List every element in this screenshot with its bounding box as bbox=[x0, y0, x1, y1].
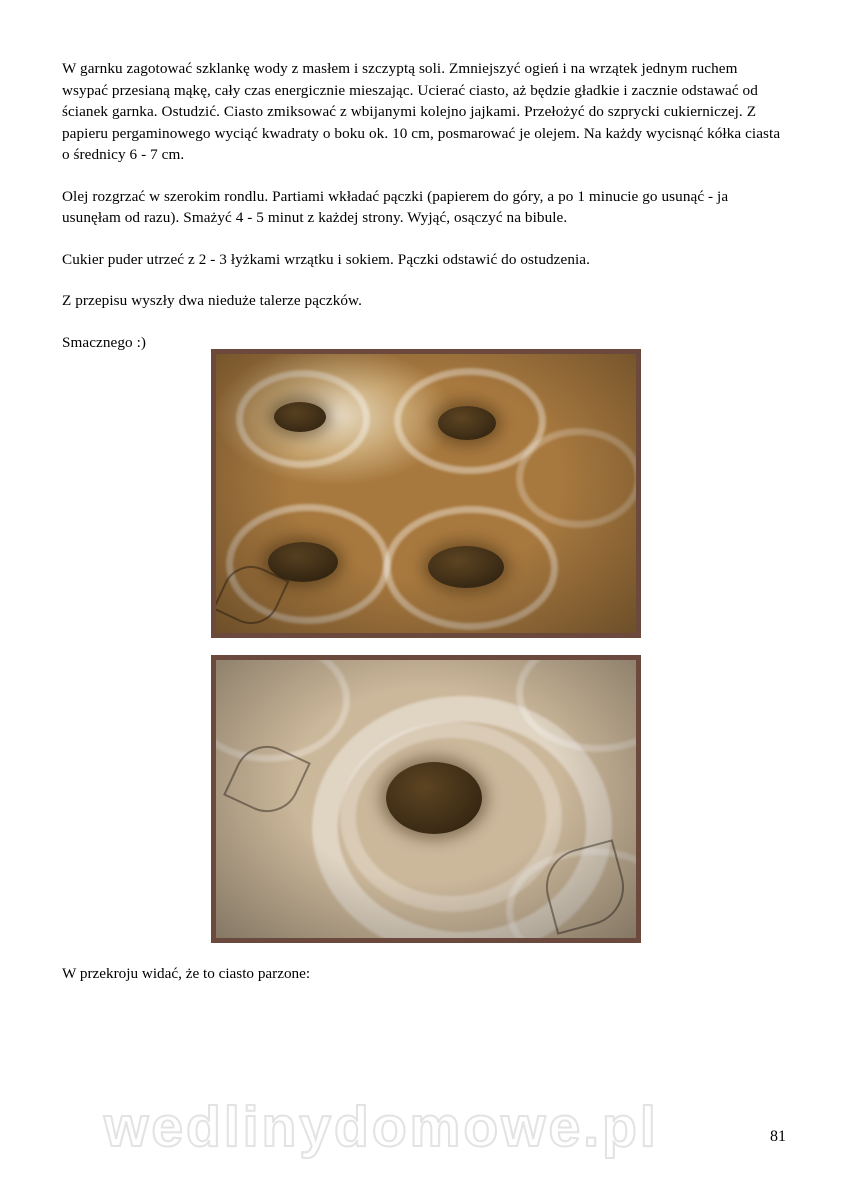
paragraph-4: Z przepisu wyszły dwa nieduże talerze pączków. bbox=[62, 292, 362, 309]
photo-gallery bbox=[211, 349, 641, 943]
photo-donut-closeup-image bbox=[216, 660, 636, 938]
photo-vignette bbox=[216, 354, 636, 633]
photo-donuts-plate bbox=[211, 349, 641, 638]
paragraph-1: W garnku zagotować szklankę wody z masłem i szczyptą soli. Zmniejszyć ogień i na wrzątek jednym ruchem wsypać przesianą mąkę, cały czas energicznie mieszając. Ucierać ciasto, aż będzie gładkie i zacznie odstawać od ścianek garnka. Ostudzić. Ciasto zmiksować z wbijanymi kolejno jajkami. Przełożyć do szprycki cukierniczej. Z papieru pergaminowego wyciąć kwadraty o boku ok. 10 cm, posmarować je olejem. Na każdy wycisnąć kółka ciasta o średnicy 6 - 7 cm. bbox=[62, 60, 781, 163]
caption-text: W przekroju widać, że to ciasto parzone: bbox=[62, 965, 311, 982]
text-content bbox=[62, 58, 787, 373]
paragraph-5: Smacznego :) bbox=[62, 333, 147, 351]
photo-vignette bbox=[216, 660, 636, 938]
watermark-text: wedlinydomowe.pl bbox=[104, 1095, 659, 1159]
photo-donuts-plate-image bbox=[216, 354, 636, 633]
paragraph-2: Olej rozgrzać w szerokim rondlu. Partiami wkładać pączki (papierem do góry, a po 1 minucie go usunąć - ja usunęłam od razu). Smażyć 4 - 5 minut z każdej strony. Wyjąć, osączyć na bibule. bbox=[62, 187, 729, 226]
paragraph-3: Cukier puder utrzeć z 2 - 3 łyżkami wrzątku i sokiem. Pączki odstawić do ostudzenia. bbox=[62, 250, 590, 268]
page-number: 81 bbox=[770, 1128, 786, 1145]
photo-donut-closeup bbox=[211, 655, 641, 943]
